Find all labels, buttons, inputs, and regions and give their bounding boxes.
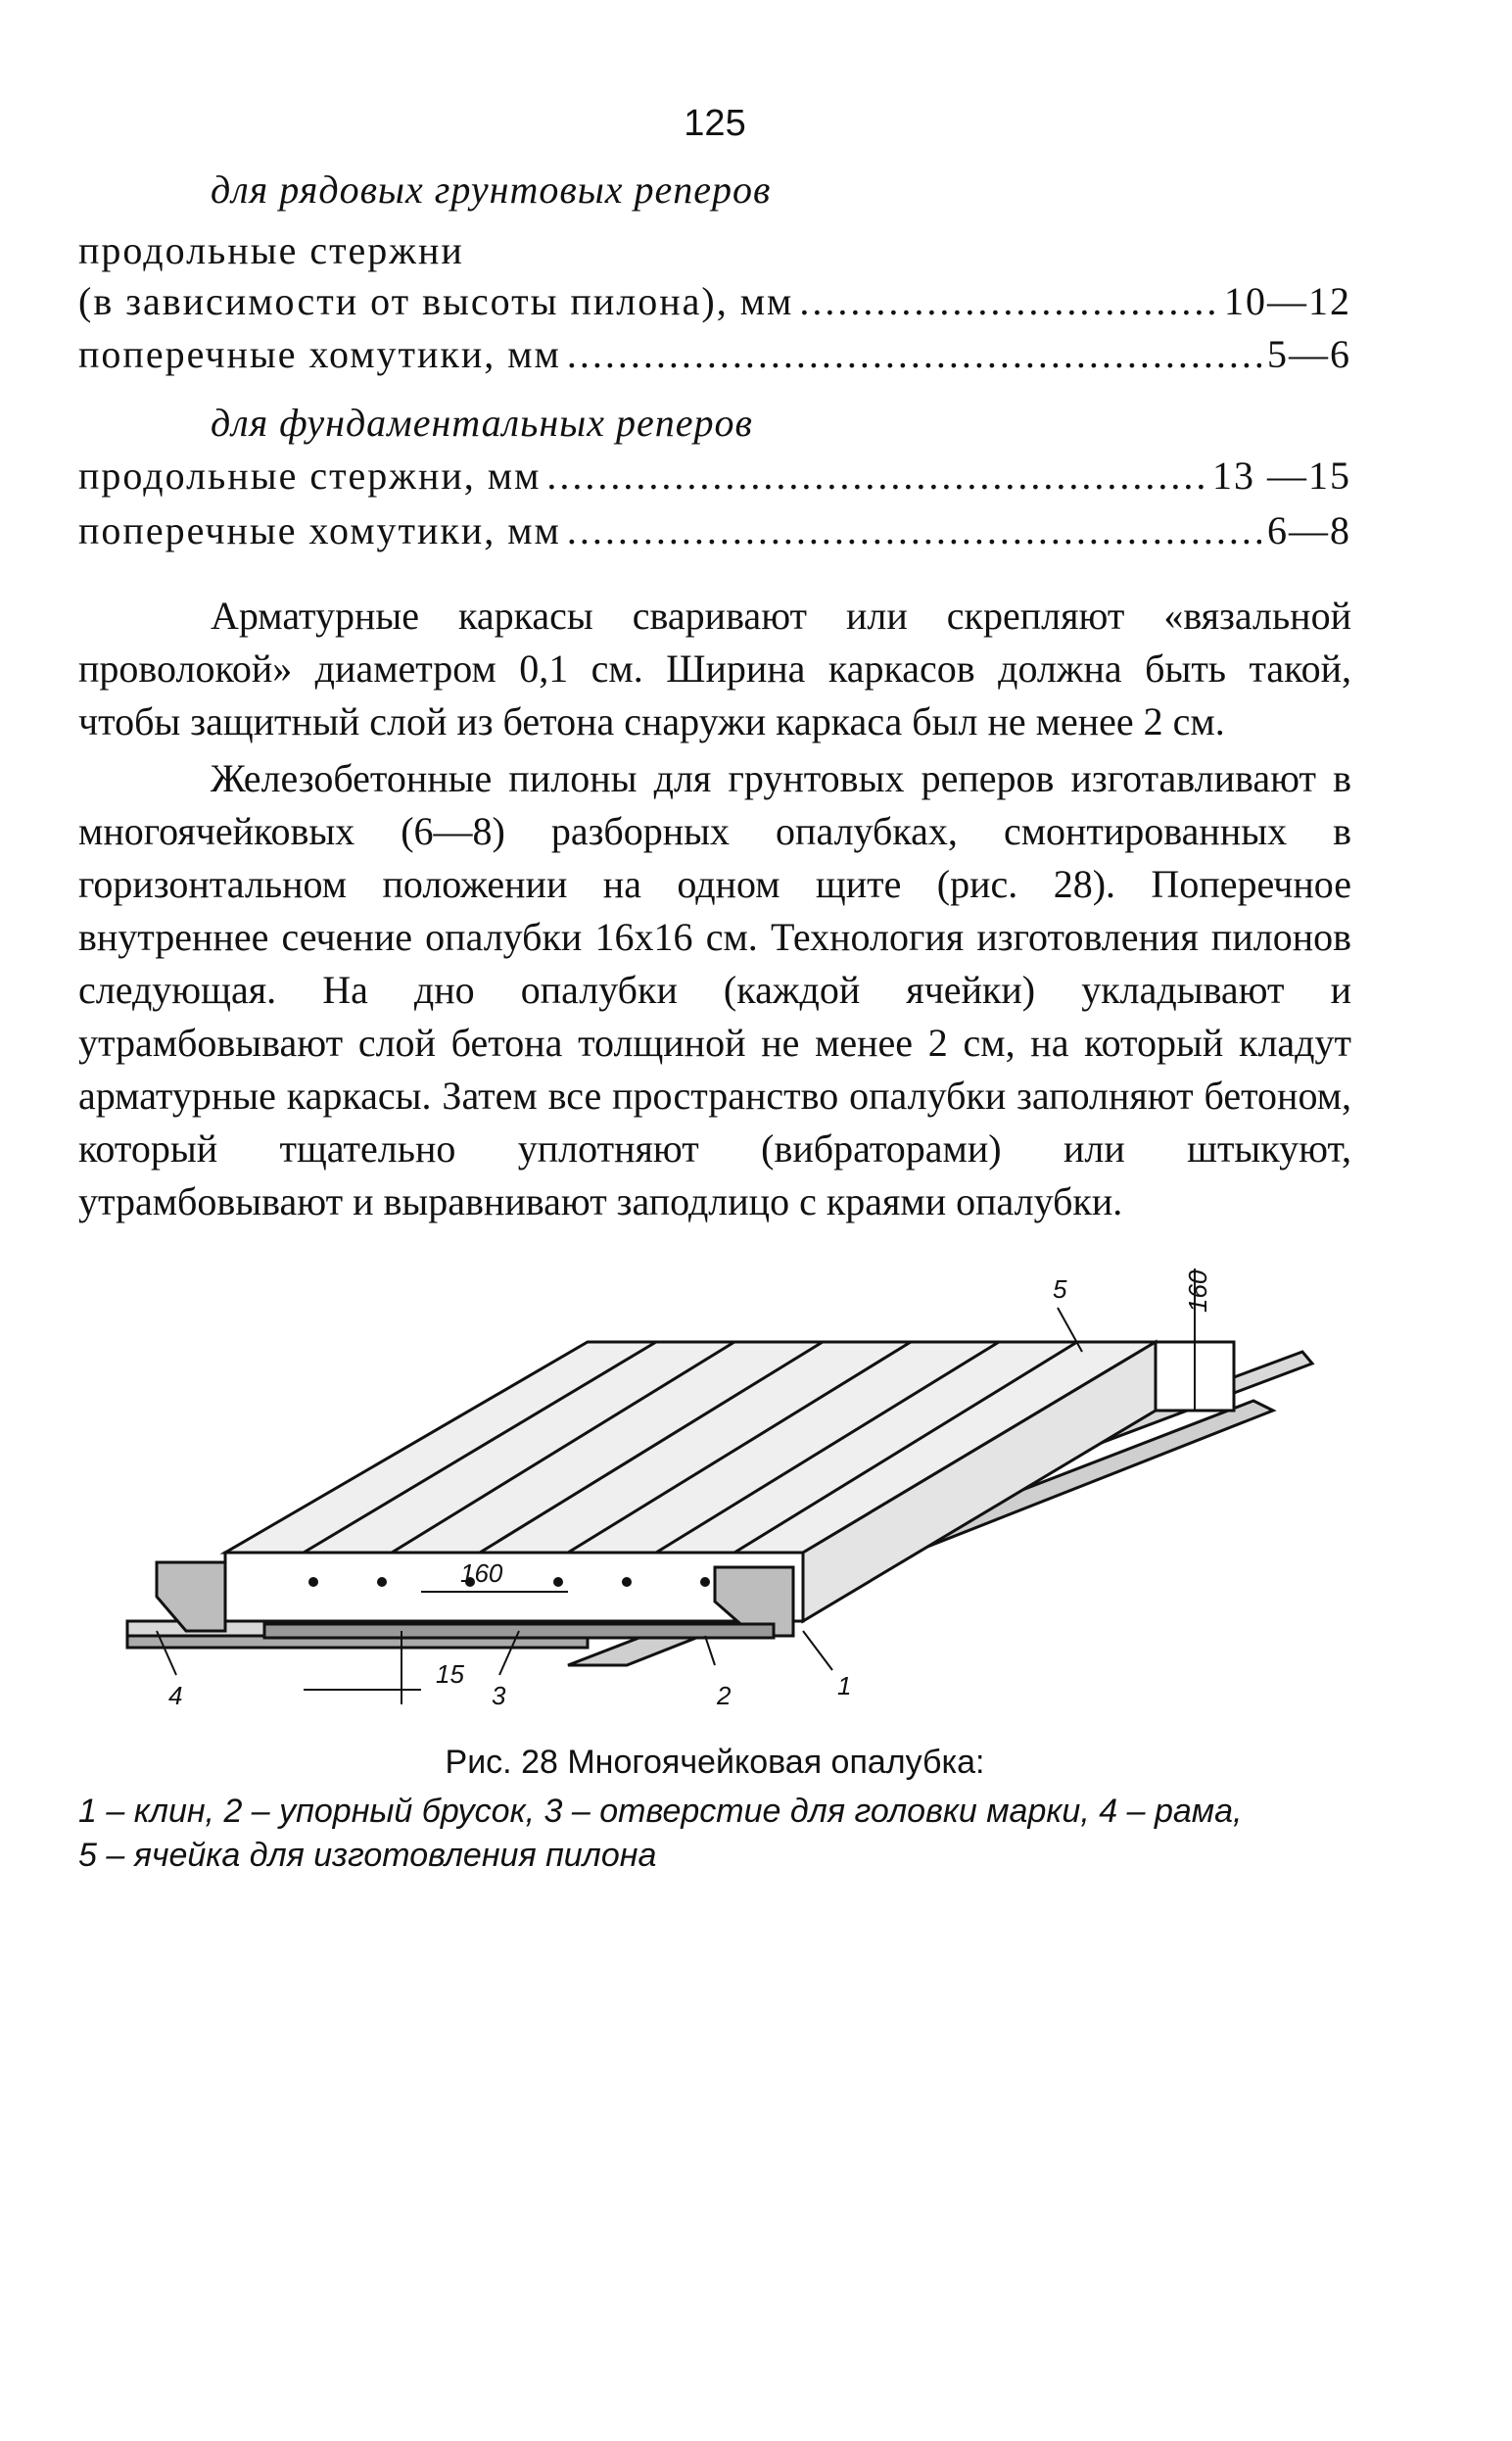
figure-caption-legend: 5 – ячейка для изготовления пилона — [78, 1837, 657, 1874]
callout-number: 3 — [492, 1681, 506, 1710]
leader-dots — [567, 331, 1261, 377]
leader-dots — [799, 278, 1218, 324]
paragraph: Железобетонные пилоны для грунтовых реперов изготавливают в многоячейковых (6—8) разборных опалубках, смонтированных в горизонтальном положении на одном щите (рис. 28). Поперечное внутреннее сечение опалубки 16х16 см. Технология изготовления пилонов следующая. На дно опалубки (каждой ячейки) укладывают и утрамбовывают слой бетона толщиной не менее 2 см, на который кладут арматурные каркасы. Затем все пространство опалубки заполняют бетоном, который тщательно уплотняют (вибраторами) или штыкуют, утрамбовывают и выравнивают заподлицо с краями опалубки. — [78, 756, 1351, 1223]
page-number: 125 — [684, 103, 746, 144]
figure-caption-title: Рис. 28 Многоячейковая опалубка: — [445, 1744, 985, 1781]
spec-row — [78, 278, 1351, 324]
spec-row-value: 5—6 — [1267, 332, 1351, 376]
spec-row-label: поперечные хомутики, мм — [78, 332, 561, 376]
callout-number: 2 — [717, 1681, 732, 1710]
spec-row-label: (в зависимости от высоты пилона), мм — [78, 279, 794, 323]
spec-row — [78, 331, 1351, 377]
dimension-label: 160 — [1183, 1269, 1212, 1313]
spec-row-value: 10—12 — [1224, 279, 1351, 323]
spec-heading-ordinary-benchmarks: для рядовых грунтовых реперов — [211, 168, 772, 212]
paragraph: Арматурные каркасы сваривают или скрепляют «вязальной проволокой» диаметром 0,1 см. Ширина каркасов должна быть такой, чтобы защитный слой из бетона снаружи каркаса был не менее 2 см. — [78, 594, 1351, 743]
dimension-label: 160 — [460, 1558, 503, 1588]
spec-row-label: поперечные хомутики, мм — [78, 508, 561, 552]
callout-number: 5 — [1053, 1274, 1067, 1304]
spec-row — [78, 453, 1351, 499]
callout-number: 4 — [168, 1681, 183, 1710]
callout-number: 1 — [837, 1671, 852, 1700]
spec-row-label: продольные стержни, мм — [78, 454, 542, 498]
spec-row-label: продольные стержни — [78, 228, 464, 272]
leader-dots — [546, 453, 1206, 499]
formwork-illustration — [118, 1244, 1332, 1734]
spec-row-value: 6—8 — [1267, 508, 1351, 552]
spec-row-value: 13 —15 — [1212, 454, 1351, 498]
figure-caption-legend: 1 – клин, 2 – упорный брусок, 3 – отверстие для головки марки, 4 – рама, — [78, 1793, 1243, 1830]
spec-row — [78, 507, 1351, 553]
leader-dots — [567, 507, 1261, 553]
dimension-label: 15 — [436, 1659, 464, 1689]
spec-heading-fundamental-benchmarks: для фундаментальных реперов — [211, 401, 753, 445]
